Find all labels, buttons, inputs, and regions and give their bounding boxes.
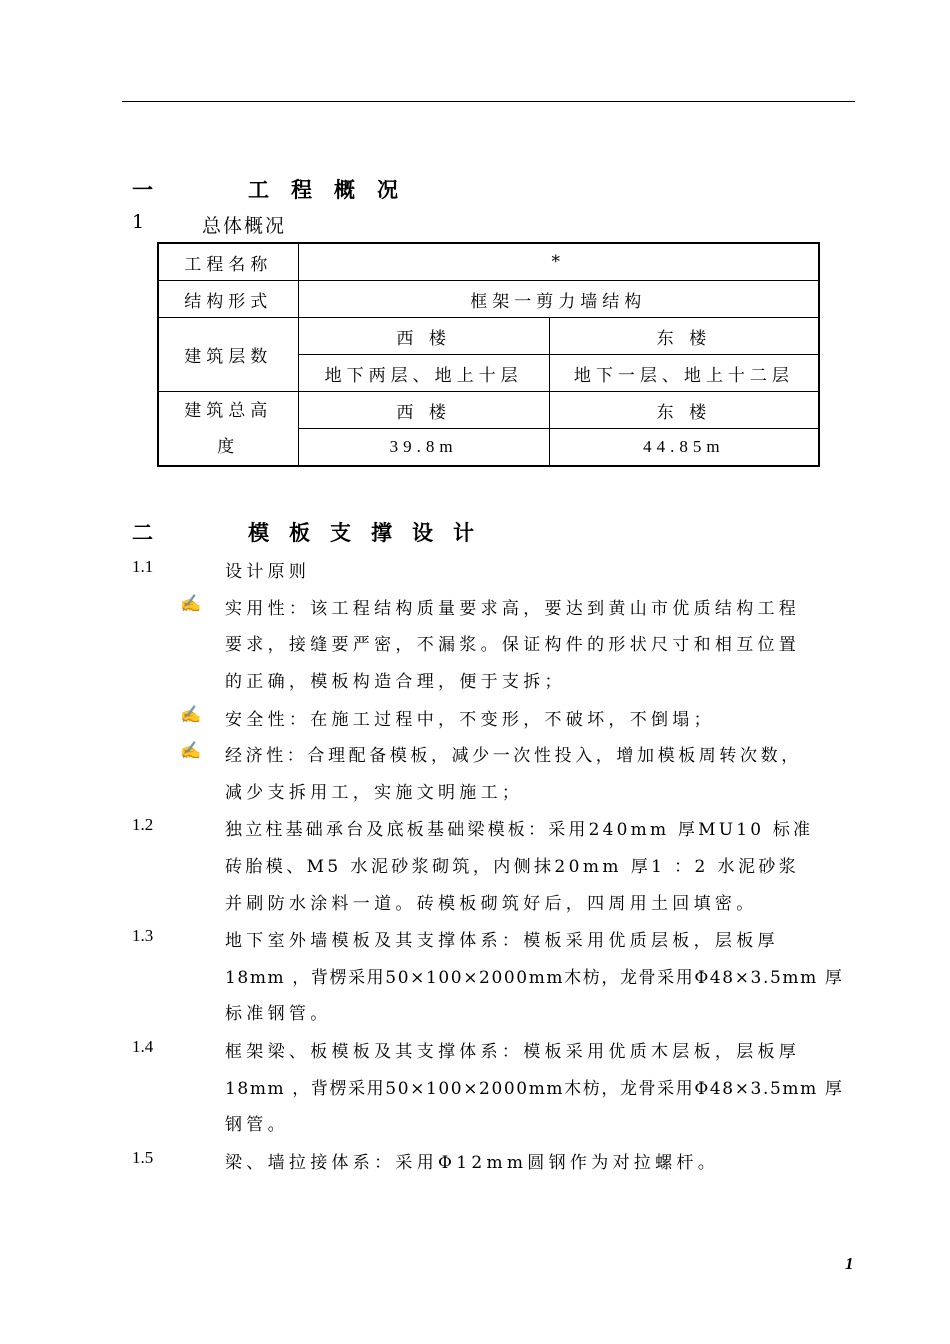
section-1-title: 工程概况: [248, 177, 420, 202]
height-label-line1: 建筑总高: [184, 400, 273, 421]
height-label-line2: 度: [217, 436, 240, 457]
table-row: [158, 392, 819, 429]
bullet-3-line-1: 经济性：合理配备模板，减少一次性投入，增加模板周转次数，: [225, 746, 802, 766]
item-1-3-line-1: 地下室外墙模板及其支撑体系：模板采用优质层板，层板厚: [225, 931, 779, 951]
item-1-1-number: 1.1: [132, 557, 154, 576]
item-1-1-title: 设计原则: [225, 562, 311, 582]
item-1-2-line-3: 并刷防水涂料一道。砖模板砌筑好后，四周用土回填密。: [225, 894, 758, 914]
project-overview-table: [157, 242, 820, 467]
structure-type-label: 结构形式: [158, 281, 298, 318]
section-1-number: 一: [132, 177, 153, 202]
table-row: [158, 281, 819, 318]
floors-east-value: 地下一层、地上十二层: [549, 355, 819, 392]
item-1-5-line-1: 梁、墙拉接体系：采用Φ12mm圆钢作为对拉螺杆。: [225, 1153, 720, 1173]
item-1-3-number: 1.3: [132, 926, 154, 945]
item-1-4-line-3: 钢管。: [225, 1115, 289, 1135]
section-2-number: 二: [132, 520, 153, 545]
bullet-3-line-2: 减少支拆用工，实施文明施工；: [225, 783, 524, 803]
pen-bullet-icon: ✍: [180, 741, 202, 761]
floors-east-header: 东 楼: [549, 318, 819, 355]
floors-west-header: 西 楼: [298, 318, 549, 355]
bullet-2-line-1: 安全性：在施工过程中，不变形，不破坏，不倒塌；: [225, 710, 715, 730]
table-row: [158, 243, 819, 281]
project-name-value: *: [298, 243, 819, 281]
bullet-1-line-2: 要求，接缝要严密，不漏浆。保证构件的形状尺寸和相互位置: [225, 635, 801, 655]
table-row: [158, 318, 819, 355]
subsection-1-title: 总体概况: [202, 215, 287, 237]
item-1-3-line-3: 标准钢管。: [225, 1004, 332, 1024]
project-name-label: 工程名称: [158, 243, 298, 281]
item-1-4-number: 1.4: [132, 1037, 154, 1056]
height-east-value: 44.85m: [549, 429, 819, 467]
pen-bullet-icon: ✍: [180, 705, 202, 725]
height-west-header: 西 楼: [298, 392, 549, 429]
item-1-2-number: 1.2: [132, 815, 154, 834]
pen-bullet-icon: ✍: [180, 594, 202, 614]
section-2-title: 模板支撑设计: [248, 520, 494, 545]
header-rule: [122, 101, 855, 102]
item-1-5-number: 1.5: [132, 1148, 154, 1167]
floors-west-value: 地下两层、地上十层: [298, 355, 549, 392]
structure-type-value: 框架一剪力墙结构: [298, 281, 819, 318]
floors-label: 建筑层数: [158, 318, 298, 392]
item-1-4-line-2: 18mm ，背楞采用50×100×2000mm木枋，龙骨采用Φ48×3.5mm 厚: [225, 1079, 844, 1099]
bullet-1-line-1: 实用性：该工程结构质量要求高，要达到黄山市优质结构工程: [225, 599, 801, 619]
item-1-3-line-2: 18mm ，背楞采用50×100×2000mm木枋，龙骨采用Φ48×3.5mm 厚: [225, 968, 844, 988]
height-label: [158, 392, 298, 467]
item-1-2-line-1: 独立柱基础承台及底板基础梁模板：采用240mm 厚MU10 标准: [225, 820, 814, 840]
item-1-2-line-2: 砖胎模、M5 水泥砂浆砌筑，内侧抹20mm 厚1 ：2 水泥砂浆: [225, 857, 800, 877]
item-1-4-line-1: 框架梁、板模板及其支撑体系：模板采用优质木层板，层板厚: [225, 1042, 801, 1062]
subsection-1-number: 1: [132, 211, 145, 233]
bullet-1-line-3: 的正确，模板构造合理，便于支拆；: [225, 672, 566, 692]
height-east-header: 东 楼: [549, 392, 819, 429]
page-number: 1: [845, 1254, 854, 1273]
height-west-value: 39.8m: [298, 429, 549, 467]
